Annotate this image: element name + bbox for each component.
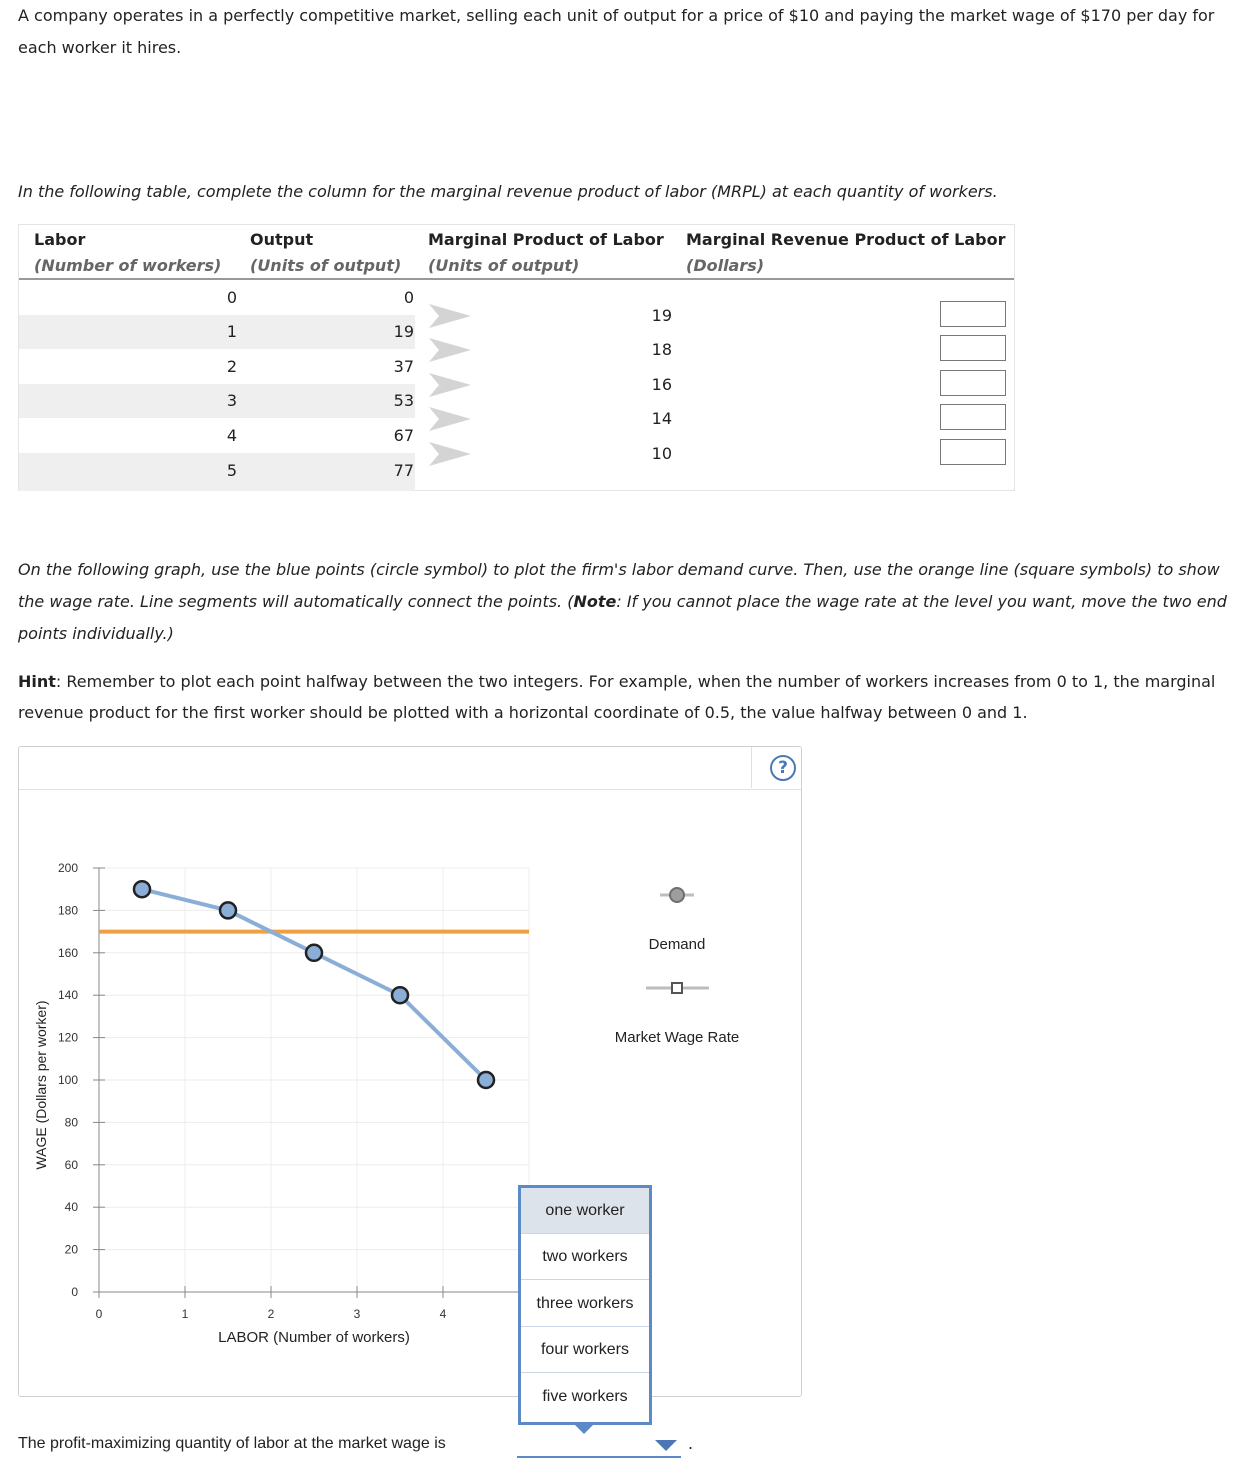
- dropdown-option-one-worker[interactable]: one worker: [521, 1188, 649, 1234]
- output-cell: 67: [393, 426, 414, 445]
- y-tick-label: 140: [57, 988, 78, 1003]
- x-tick-label: 4: [439, 1307, 447, 1321]
- y-tick-label: 0: [71, 1285, 78, 1299]
- help-icon[interactable]: ?: [770, 755, 796, 781]
- demand-point[interactable]: [392, 987, 408, 1003]
- mrpl-header-sub: (Dollars): [686, 256, 765, 275]
- labor-cell: 4: [226, 426, 237, 445]
- output-cell: 77: [393, 461, 414, 480]
- y-axis-label: WAGE (Dollars per worker): [33, 1000, 49, 1170]
- output-cell: 0: [403, 288, 414, 307]
- legend-demand-label: Demand: [648, 936, 706, 953]
- final-question-text: The profit-maximizing quantity of labor at the market wage is: [18, 1435, 446, 1452]
- labor-cell: 3: [226, 391, 237, 410]
- dropdown-option-three-workers[interactable]: three workers: [521, 1281, 649, 1327]
- y-tick-label: 120: [57, 1030, 78, 1045]
- final-punctuation: .: [688, 1434, 694, 1453]
- demand-point[interactable]: [134, 881, 150, 897]
- demand-curve-line: [142, 889, 486, 1080]
- graph-instructions-part2: : If you cannot place the wage rate at the level you want, move the two end points individually.): [18, 592, 1227, 643]
- labor-quantity-select[interactable]: [517, 1432, 681, 1458]
- y-tick-label: 100: [57, 1073, 78, 1087]
- chart-axes: [33, 861, 529, 1346]
- hint-body: : Remember to plot each point halfway between the two integers. For example, when the number of workers increases from 0 to 1, the marginal revenue product for the first worker should be plotted with a horizontal coordinate of 0.5, the value halfway between 0 and 1.: [18, 672, 1216, 722]
- mpl-cell: 19: [651, 306, 672, 325]
- labor-cell: 0: [226, 288, 237, 307]
- y-tick-label: 160: [57, 945, 78, 960]
- labor-cell: 1: [226, 322, 237, 341]
- output-cell: 53: [393, 391, 414, 410]
- legend-demand-marker-icon[interactable]: [670, 888, 684, 902]
- dropdown-option-five-workers[interactable]: five workers: [542, 1388, 628, 1405]
- y-tick-label: 80: [64, 1115, 78, 1130]
- dropdown-option-four-workers[interactable]: four workers: [521, 1327, 649, 1373]
- legend-wage-marker-icon[interactable]: [672, 983, 682, 993]
- y-tick-label: 60: [64, 1157, 78, 1172]
- graph-instructions-part1: On the following graph, use the blue points (circle symbol) to plot the firm's labor demand curve. Then, use the orange line (square symbols) to show the wage rate. Line segments will automatically connect the points. (: [18, 560, 1220, 611]
- output-header-sub: (Units of output): [250, 256, 402, 275]
- mpl-cell: 14: [651, 409, 672, 428]
- output-cell: 37: [393, 357, 414, 376]
- mpl-header-sub: (Units of output): [428, 256, 580, 275]
- x-axis-label: LABOR (Number of workers): [218, 1329, 410, 1346]
- y-tick-label: 20: [64, 1242, 78, 1257]
- mpl-cell: 10: [651, 444, 672, 463]
- demand-point[interactable]: [306, 945, 322, 961]
- table-instructions: In the following table, complete the column for the marginal revenue product of labor (MRPL) at each quantity of workers.: [18, 182, 998, 201]
- x-tick-label: 3: [353, 1307, 361, 1321]
- y-tick-label: 200: [57, 861, 78, 875]
- intro-text: A company operates in a perfectly competitive market, selling each unit of output for a price of $10 and paying the market wage of $170 per day for each worker it hires.: [18, 6, 1215, 57]
- y-tick-label: 180: [57, 903, 78, 918]
- labor-quantity-dropdown-list[interactable]: [518, 1185, 652, 1425]
- demand-point[interactable]: [478, 1072, 494, 1088]
- chevron-down-icon: [655, 1440, 677, 1452]
- labor-cell: 2: [226, 357, 237, 376]
- x-tick-label: 2: [267, 1307, 275, 1321]
- y-tick-label: 40: [64, 1200, 78, 1215]
- mrpl-header-title: Marginal Revenue Product of Labor: [686, 230, 1006, 249]
- labor-header-title: Labor: [34, 230, 86, 249]
- mpl-cell: 18: [651, 340, 672, 359]
- labor-header-sub: (Number of workers): [34, 256, 222, 275]
- output-cell: 19: [393, 322, 414, 341]
- dropdown-option-two-workers[interactable]: two workers: [521, 1234, 649, 1280]
- demand-point[interactable]: [220, 902, 236, 918]
- final-question: [18, 1430, 446, 1458]
- x-tick-label: 1: [181, 1307, 189, 1321]
- x-tick-label: 0: [95, 1307, 103, 1321]
- chart-legend: [615, 888, 740, 1046]
- mpl-cell: 16: [651, 375, 672, 394]
- hint-label: Hint: [18, 672, 56, 691]
- note-label: Note: [573, 592, 617, 611]
- legend-wage-label: Market Wage Rate: [614, 1029, 740, 1046]
- output-header-title: Output: [250, 230, 314, 249]
- labor-cell: 5: [226, 461, 237, 480]
- chart-series: [99, 881, 529, 1088]
- mpl-header-title: Marginal Product of Labor: [428, 230, 664, 249]
